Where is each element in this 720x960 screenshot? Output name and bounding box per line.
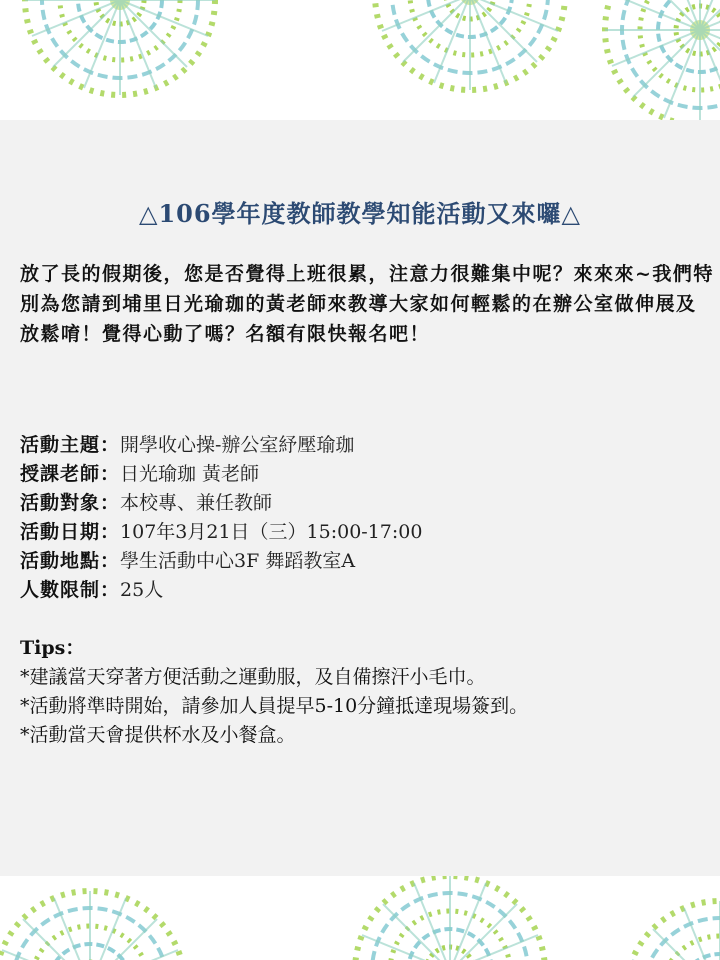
bottom-doily-banner: [0, 876, 720, 960]
tip-item: *建議當天穿著方便活動之運動服，及自備擦汗小毛巾。: [20, 666, 486, 688]
intro-paragraph: 放了長的假期後，您是否覺得上班很累，注意力很難集中呢？來來來~我們特別為您請到埔里日光瑜珈的黃老師來教導大家如何輕鬆的在辦公室做伸展及放鬆唷！覺得心動了嗎？名額有限快報名吧！: [20, 263, 714, 345]
detail-row-teacher: [20, 460, 710, 489]
bottom-doily-pattern: [0, 876, 720, 960]
detail-row-capacity: [20, 576, 710, 605]
detail-label: 人數限制：: [20, 579, 121, 601]
tip-item: *活動將準時開始，請參加人員提早5-10分鐘抵達現場簽到。: [20, 695, 529, 717]
tip-item: *活動當天會提供杯水及小餐盒。: [20, 724, 296, 746]
detail-label: 活動日期：: [20, 521, 121, 543]
detail-row-theme: [20, 431, 710, 460]
page-title: △106學年度教師教學知能活動又來囉△: [138, 199, 581, 228]
content-panel: [0, 120, 720, 876]
detail-row-audience: [20, 489, 710, 518]
detail-label: 活動主題：: [20, 434, 121, 456]
detail-row-date: [20, 518, 710, 547]
top-doily-banner: [0, 0, 720, 120]
detail-value: 學生活動中心3F 舞蹈教室A: [120, 550, 356, 572]
detail-value: 107年3月21日（三）15:00-17:00: [120, 521, 423, 543]
detail-label: 活動地點：: [20, 550, 121, 572]
detail-value: 開學收心操-辦公室紓壓瑜珈: [120, 434, 355, 456]
top-doily-pattern: [0, 0, 720, 120]
detail-label: 活動對象：: [20, 492, 121, 514]
detail-label: 授課老師：: [20, 463, 121, 485]
detail-row-location: [20, 547, 710, 576]
tips-heading: Tips：: [20, 637, 85, 659]
event-details: [20, 431, 710, 605]
detail-value: 日光瑜珈 黃老師: [120, 463, 260, 485]
detail-value: 本校專、兼任教師: [120, 492, 273, 514]
detail-value: 25人: [120, 579, 164, 601]
tips-section: [20, 634, 710, 750]
